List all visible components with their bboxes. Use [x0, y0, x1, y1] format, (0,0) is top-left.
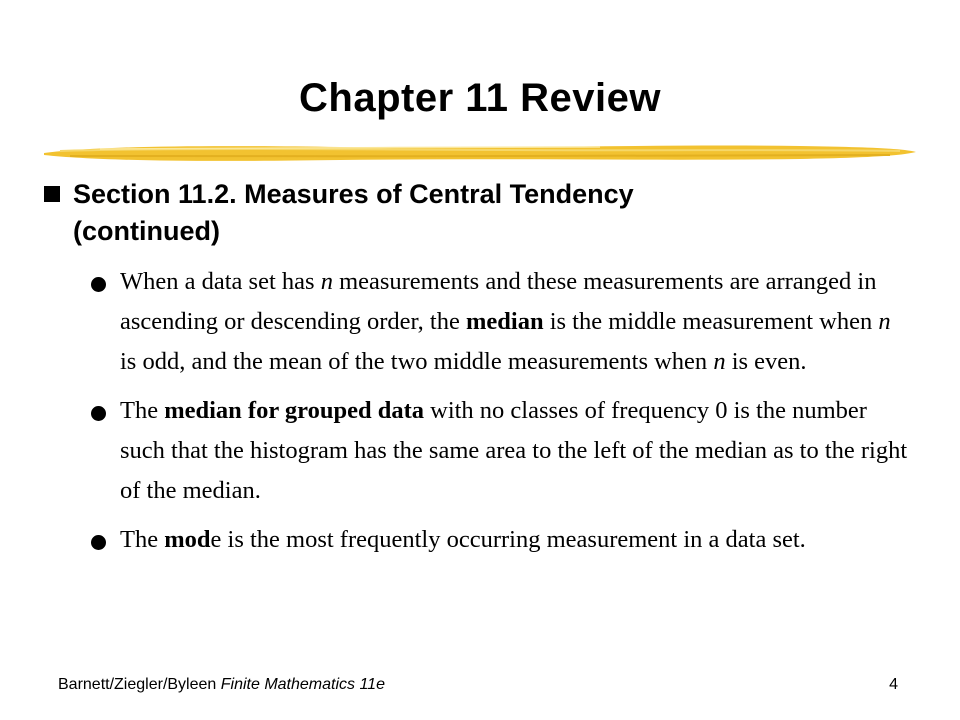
bullet-item-median: When a data set has n measurements and these measurements are arranged in ascending or descending order, the median is the middle measurement when n is odd, and the mean of the two middle measurements when n is even. [91, 262, 911, 382]
slide-title: Chapter 11 Review [299, 76, 661, 120]
round-bullet-icon [91, 535, 106, 550]
section-heading-line-1: Section 11.2. Measures of Central Tendency [73, 179, 634, 209]
round-bullet-icon [91, 406, 106, 421]
section-heading [44, 176, 904, 250]
round-bullet-icon [91, 277, 106, 292]
square-bullet-icon [44, 186, 60, 202]
bullet-item-grouped-median: The median for grouped data with no classes of frequency 0 is the number such that the histogram has the same area to the left of the median as to the right of the median. [91, 391, 911, 511]
footer-citation: Barnett/Ziegler/Byleen Finite Mathematics 11e [58, 676, 385, 693]
bullet-list [91, 262, 911, 569]
page-number: 4 [889, 676, 898, 693]
section-heading-line-2: (continued) [73, 216, 220, 246]
title-underline-brush [40, 136, 920, 170]
bullet-item-mode: The mode is the most frequently occurring measurement in a data set. [91, 520, 911, 560]
